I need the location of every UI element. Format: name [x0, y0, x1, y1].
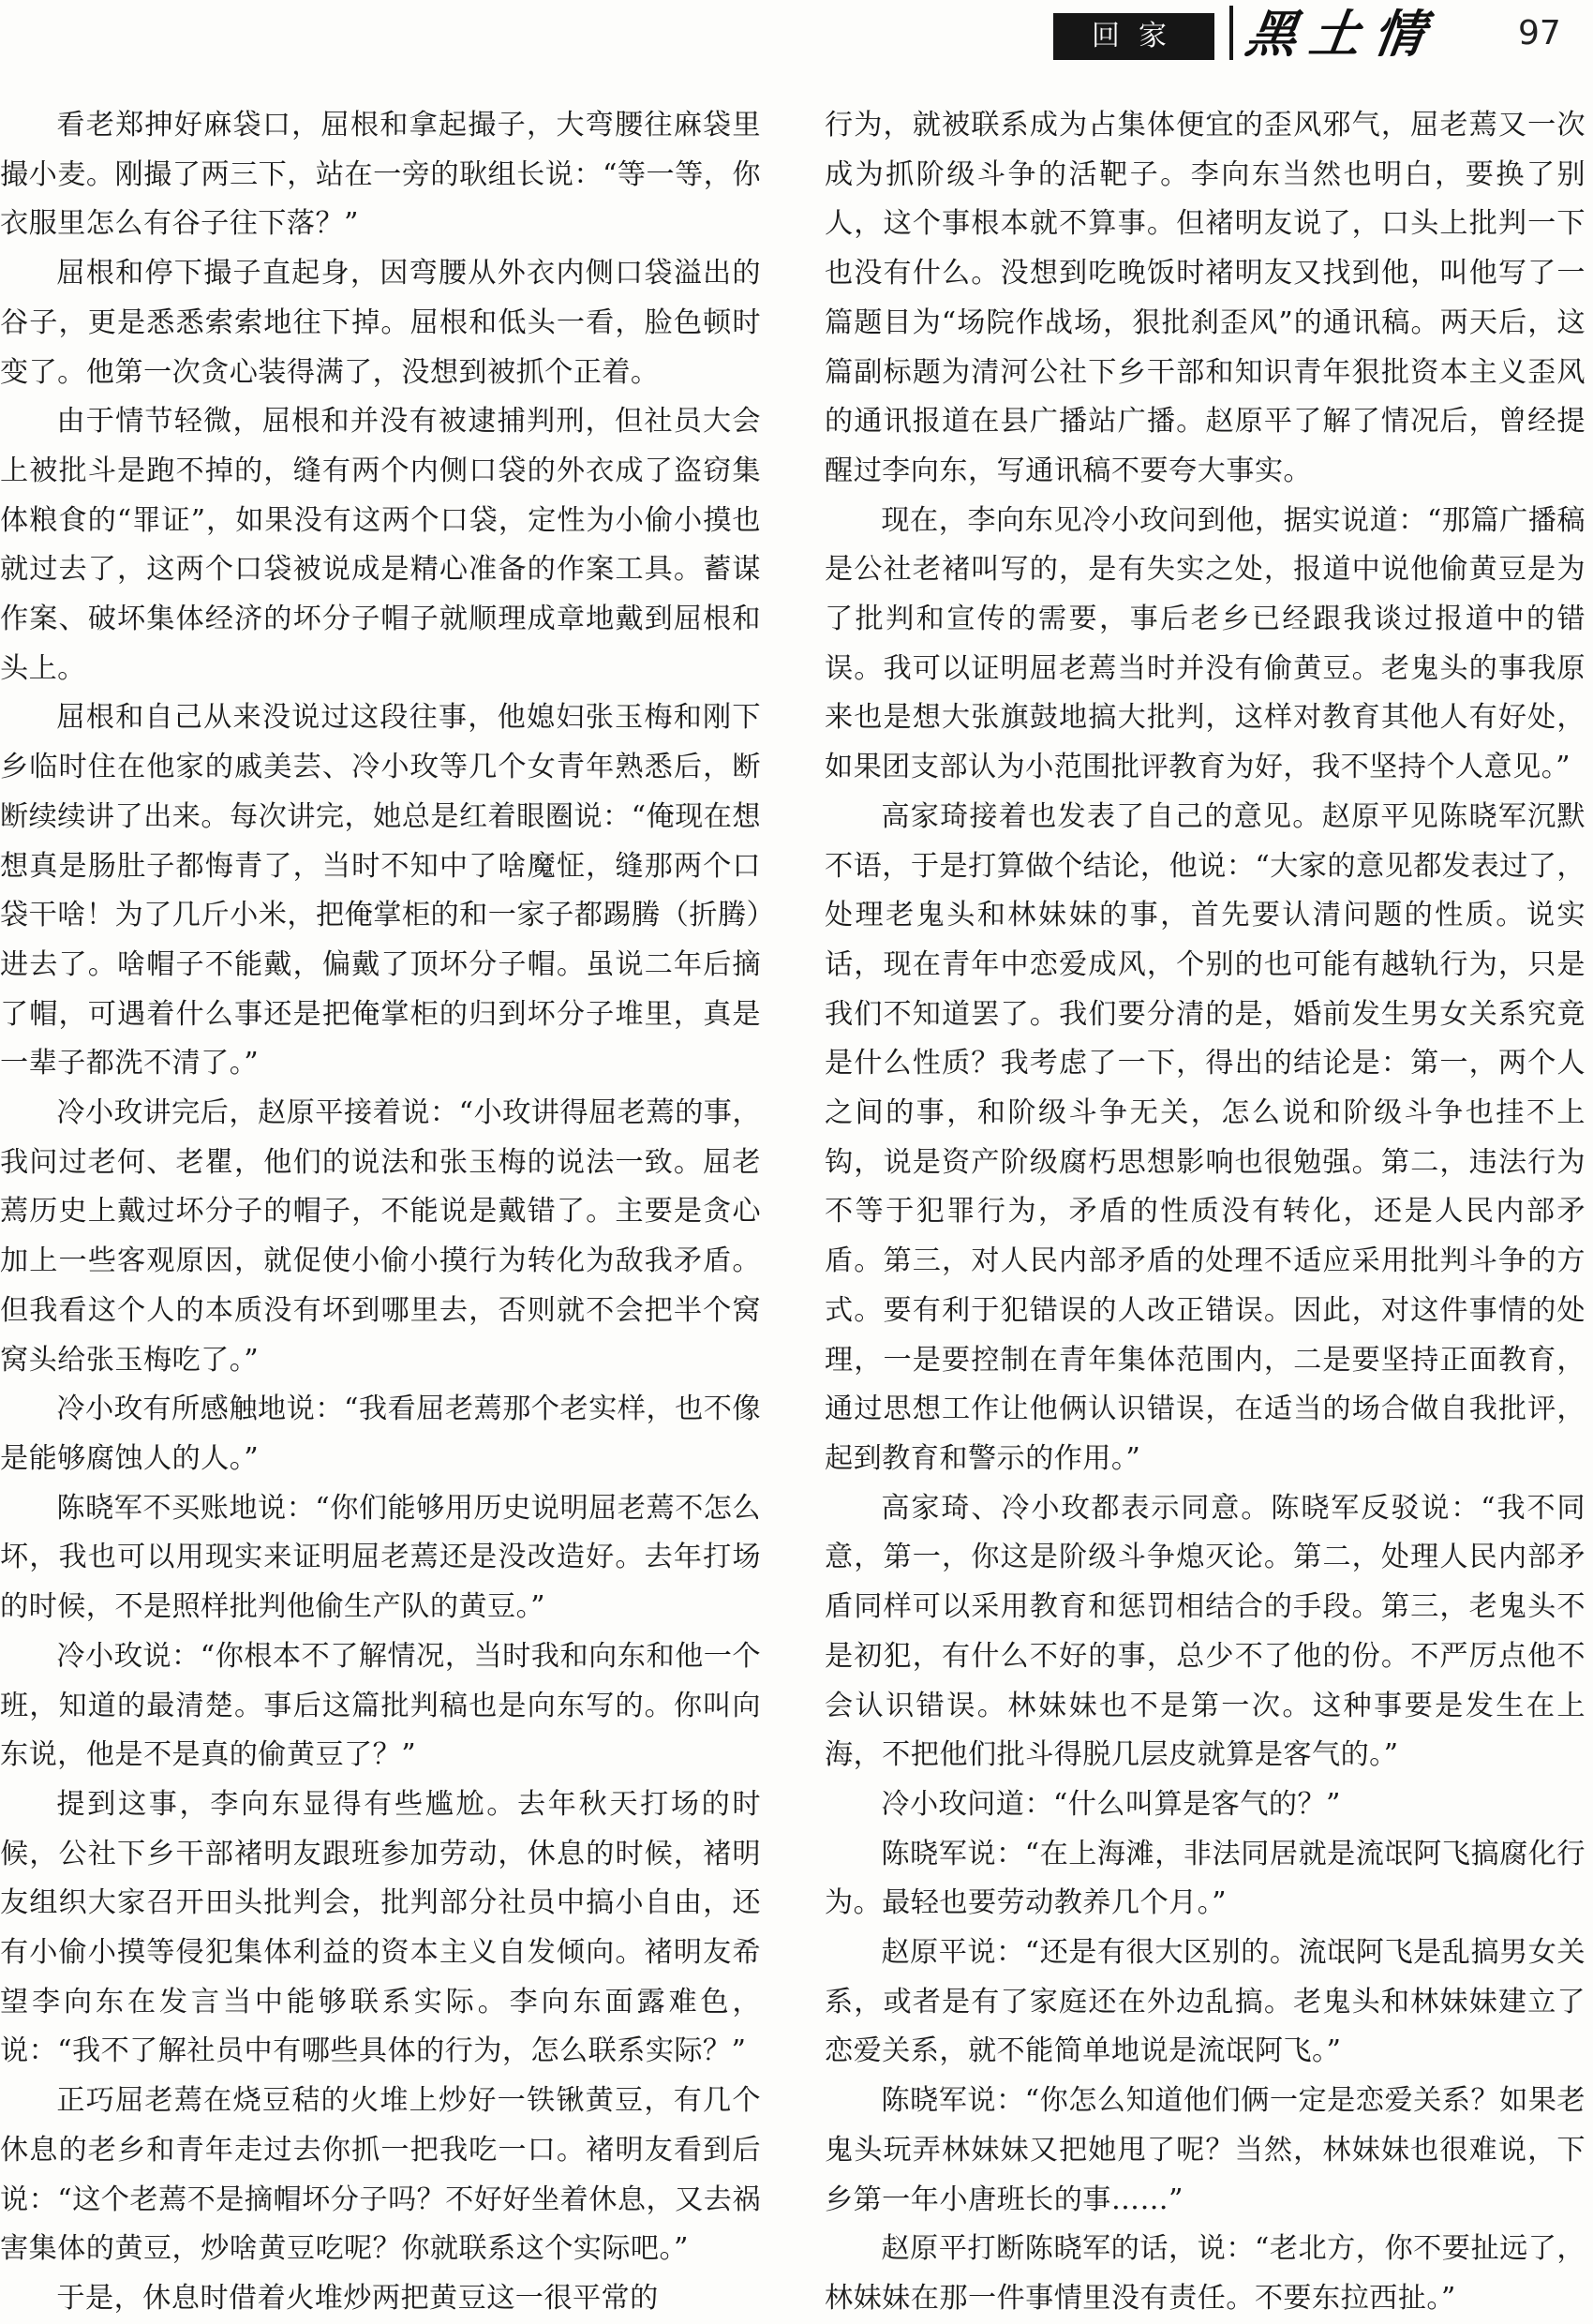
paragraph: 提到这事，李向东显得有些尴尬。去年秋天打场的时候，公社下乡干部褚明友跟班参加劳动，休息的时候，褚明友组织大家召开田头批判会，批判部分社员中搞小自由，还有小偷小摸等侵犯集体利益的资本主义自发倾向。褚明友希望李向东在发言当中能够联系实际。李向东面露难色，说：“我不了解社员中有哪些具体的行为，怎么联系实际？”: [0, 1787, 761, 2068]
header-divider: [1229, 6, 1233, 60]
section-label: 回家: [1053, 13, 1214, 60]
page-header: [0, 0, 1593, 73]
paragraph: 于是，休息时借着火堆炒两把黄豆这一很平常的: [56, 2281, 659, 2315]
page-number: 97: [1518, 14, 1561, 52]
paragraph: 正巧屈老蔫在烧豆秸的火堆上炒好一铁锹黄豆，有几个休息的老乡和青年走过去你抓一把我吃一口。褚明友看到后说：“这个老蔫不是摘帽坏分子吗？不好好坐着休息，又去祸害集体的黄豆，炒啥黄豆吃呢？你就联系这个实际吧。”: [0, 2084, 761, 2266]
paragraph: 冷小玫讲完后，赵原平接着说：“小玫讲得屈老蔫的事，我问过老何、老瞿，他们的说法和张玉梅的说法一致。屈老蔫历史上戴过坏分子的帽子，不能说是戴错了。主要是贪心加上一些客观原因，就促使小偷小摸行为转化为敌我矛盾。但我看这个人的本质没有坏到哪里去，否则就不会把半个窝窝头给张玉梅吃了。”: [0, 1096, 761, 1377]
left-column: [0, 101, 761, 2324]
paragraph: 赵原平打断陈晓军的话，说：“老北方，你不要扯远了，林妹妹在那一件事情里没有责任。不要东拉西扯。”: [825, 2232, 1586, 2315]
paragraph: 陈晓军说：“你怎么知道他们俩一定是恋爱关系？如果老鬼头玩弄林妹妹又把她甩了呢？当然，林妹妹也很难说，下乡第一年小唐班长的事……”: [825, 2084, 1586, 2216]
paragraph: 屈根和停下撮子直起身，因弯腰从外衣内侧口袋溢出的谷子，更是悉悉索索地往下掉。屈根和低头一看，脸色顿时变了。他第一次贪心装得满了，没想到被抓个正着。: [0, 257, 761, 389]
paragraph: 冷小玫有所感触地说：“我看屈老蔫那个老实样，也不像是能够腐蚀人的人。”: [0, 1393, 761, 1475]
magazine-title-logo: 黑土情: [1242, 4, 1442, 64]
paragraph: 由于情节轻微，屈根和并没有被逮捕判刑，但社员大会上被批斗是跑不掉的，缝有两个内侧口袋的外衣成了盗窃集体粮食的“罪证”，如果没有这两个口袋，定性为小偷小摸也就过去了，这两个口袋被说成是精心准备的作案工具。蓄谋作案、破坏集体经济的坏分子帽子就顺理成章地戴到屈根和头上。: [0, 405, 761, 685]
paragraph: 屈根和自己从来没说过这段往事，他媳妇张玉梅和刚下乡临时住在他家的戚美芸、冷小玫等几个女青年熟悉后，断断续续讲了出来。每次讲完，她总是红着眼圈说：“俺现在想想真是肠肚子都悔青了，当时不知中了啥魔怔，缝那两个口袋干啥！为了几斤小米，把俺掌柜的和一家子都踢腾（折腾）进去了。啥帽子不能戴，偏戴了顶坏分子帽。虽说二年后摘了帽，可遇着什么事还是把俺掌柜的归到坏分子堆里，真是一辈子都洗不清了。”: [0, 701, 761, 1080]
paragraph: 看老郑抻好麻袋口，屈根和拿起撮子，大弯腰往麻袋里撮小麦。刚撮了两三下，站在一旁的耿组长说：“等一等，你衣服里怎么有谷子往下落？”: [0, 109, 761, 241]
paragraph: 陈晓军不买账地说：“你们能够用历史说明屈老蔫不怎么坏，我也可以用现实来证明屈老蔫还是没改造好。去年打场的时候，不是照样批判他偷生产队的黄豆。”: [0, 1491, 761, 1624]
paragraph: 现在，李向东见冷小玫问到他，据实说道：“那篇广播稿是公社老褚叫写的，是有失实之处，报道中说他偷黄豆是为了批判和宣传的需要，事后老乡已经跟我谈过报道中的错误。我可以证明屈老蔫当时并没有偷黄豆。老鬼头的事我原来也是想大张旗鼓地搞大批判，这样对教育其他人有好处，如果团支部认为小范围批评教育为好，我不坚持个人意见。”: [825, 503, 1586, 784]
paragraph: 冷小玫问道：“什么叫算是客气的？”: [881, 1787, 1341, 1821]
paragraph: 高家琦接着也发表了自己的意见。赵原平见陈晓军沉默不语，于是打算做个结论，他说：“大家的意见都发表过了，处理老鬼头和林妹妹的事，首先要认清问题的性质。说实话，现在青年中恋爱成风，个别的也可能有越轨行为，只是我们不知道罢了。我们要分清的是，婚前发生男女关系究竟是什么性质？我考虑了一下，得出的结论是：第一，两个人之间的事，和阶级斗争无关，怎么说和阶级斗争也挂不上钩，说是资产阶级腐朽思想影响也很勉强。第二，违法行为不等于犯罪行为，矛盾的性质没有转化，还是人民内部矛盾。第三，对人民内部矛盾的处理不适应采用批判斗争的方式。要有利于犯错误的人改正错误。因此，对这件事情的处理，一是要控制在青年集体范围内，二是要坚持正面教育，通过思想工作让他俩认识错误，在适当的场合做自我批评，起到教育和警示的作用。”: [825, 799, 1586, 1475]
paragraph: 冷小玫说：“你根本不了解情况，当时我和向东和他一个班，知道的最清楚。事后这篇批判稿也是向东写的。你叫向东说，他是不是真的偷黄豆了？”: [0, 1639, 761, 1772]
paragraph: 高家琦、冷小玫都表示同意。陈晓军反驳说：“我不同意，第一，你这是阶级斗争熄灭论。第二，处理人民内部矛盾同样可以采用教育和惩罚相结合的手段。第三，老鬼头不是初犯，有什么不好的事，总少不了他的份。不严厉点他不会认识错误。林妹妹也不是第一次。这种事要是发生在上海，不把他们批斗得脱几层皮就算是客气的。”: [825, 1491, 1586, 1772]
paragraph: 陈晓军说：“在上海滩，非法同居就是流氓阿飞搞腐化行为。最轻也要劳动教养几个月。”: [825, 1837, 1586, 1920]
paragraph-continued: 行为，就被联系成为占集体便宜的歪风邪气，屈老蔫又一次成为抓阶级斗争的活靶子。李向东当然也明白，要换了别人，这个事根本就不算事。但褚明友说了，口头上批判一下也没有什么。没想到吃晚饭时褚明友又找到他，叫他写了一篇题目为“场院作战场，狠批刹歪风”的通讯稿。两天后，这篇副标题为清河公社下乡干部和知识青年狠批资本主义歪风的通讯报道在县广播站广播。赵原平了解了情况后，曾经提醒过李向东，写通讯稿不要夸大事实。: [825, 109, 1586, 487]
paragraph: 赵原平说：“还是有很大区别的。流氓阿飞是乱搞男女关系，或者是有了家庭还在外边乱搞。老鬼头和林妹妹建立了恋爱关系，就不能简单地说是流氓阿飞。”: [825, 1936, 1586, 2068]
right-column: [825, 101, 1586, 2324]
